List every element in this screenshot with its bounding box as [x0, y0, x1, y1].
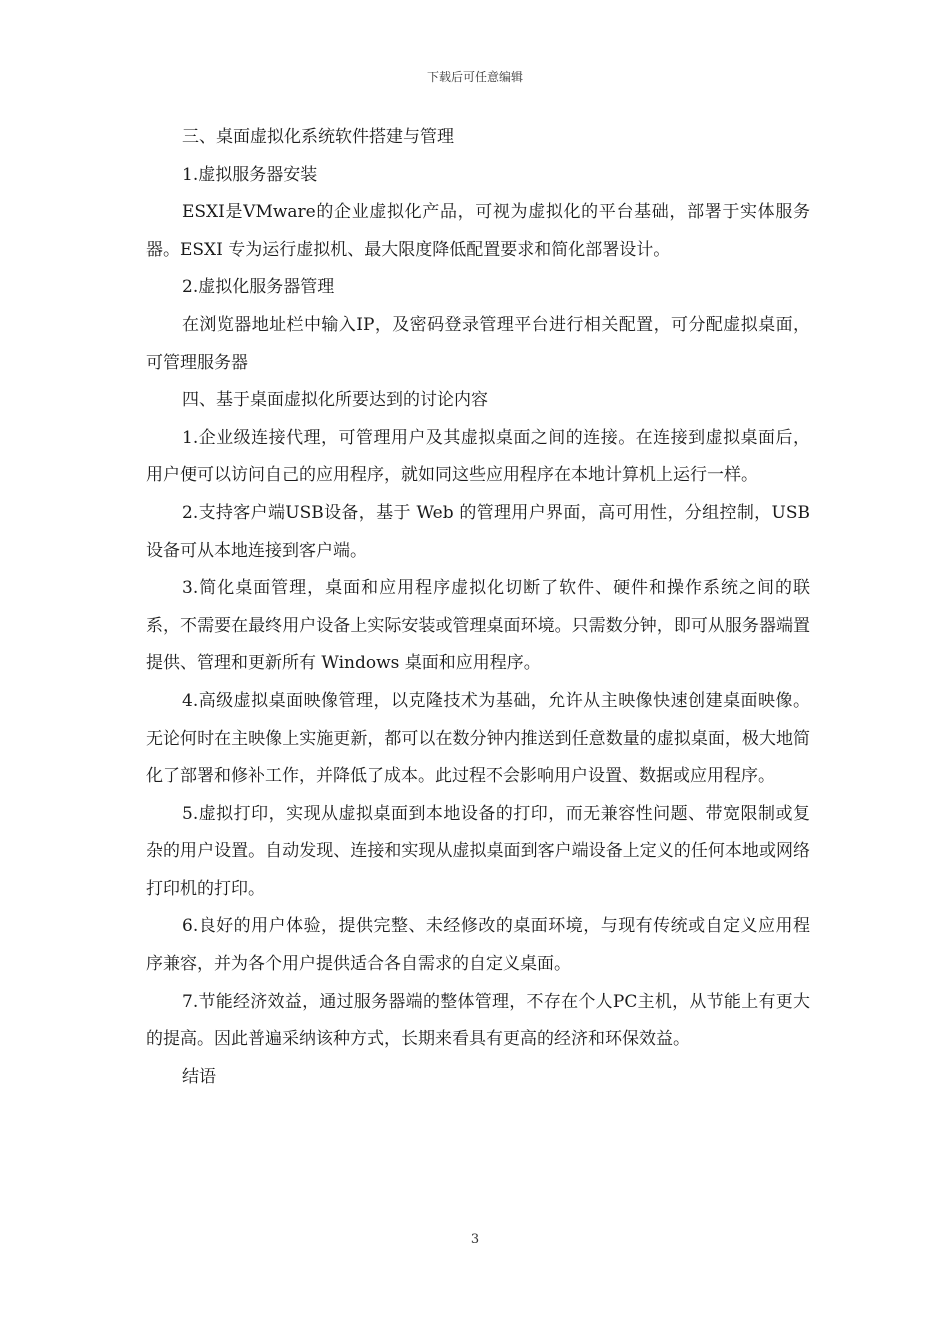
- paragraph-item-4: 4.高级虚拟桌面映像管理，以克隆技术为基础，允许从主映像快速创建桌面映像。无论何时在主映像上实施更新，都可以在数分钟内推送到任意数量的虚拟桌面，极大地简化了部署和修补工作，并降低了成本。此过程不会影响用户设置、数据或应用程序。: [146, 690, 810, 787]
- subheading-server-install: 1.虚拟服务器安装: [182, 164, 318, 185]
- section-heading-3: 三、桌面虚拟化系统软件搭建与管理: [182, 127, 454, 147]
- paragraph-esxi: ESXI是VMware的企业虚拟化产品，可视为虚拟化的平台基础，部署于实体服务器。ESXI 专为运行虚拟机、最大限度降低配置要求和简化部署设计。: [146, 202, 810, 260]
- paragraph-browser-config: 在浏览器地址栏中输入IP，及密码登录管理平台进行相关配置，可分配虚拟桌面，可管理服务器: [146, 314, 810, 373]
- section-heading-4: 四、基于桌面虚拟化所要达到的讨论内容: [182, 390, 488, 411]
- paragraph-item-6: 6.良好的用户体验，提供完整、未经修改的桌面环境，与现有传统或自定义应用程序兼容，并为各个用户提供适合各自需求的自定义桌面。: [146, 916, 810, 975]
- paragraph-item-1: 1.企业级连接代理，可管理用户及其虚拟桌面之间的连接。在连接到虚拟桌面后，用户便可以访问自己的应用程序，就如同这些应用程序在本地计算机上运行一样。: [146, 427, 810, 486]
- page-number: 3: [470, 1232, 480, 1247]
- paragraph-item-7: 7.节能经济效益，通过服务器端的整体管理，不存在个人PC主机，从节能上有更大的提高。因此普遍采纳该种方式，长期来看具有更高的经济和环保效益。: [146, 991, 810, 1050]
- subheading-server-management: 2.虚拟化服务器管理: [182, 277, 335, 298]
- section-heading-conclusion: 结语: [182, 1066, 216, 1087]
- document-body: [146, 119, 810, 1096]
- paragraph-item-3: 3.简化桌面管理，桌面和应用程序虚拟化切断了软件、硬件和操作系统之间的联系，不需要在最终用户设备上实际安装或管理桌面环境。只需数分钟，即可从服务器端置提供、管理和更新所有 Windows 桌面和应用程序。: [146, 578, 810, 674]
- paragraph-item-5: 5.虚拟打印，实现从虚拟桌面到本地设备的打印，而无兼容性问题、带宽限制或复杂的用户设置。自动发现、连接和实现从虚拟桌面到客户端设备上定义的任何本地或网络打印机的打印。: [146, 803, 810, 899]
- paragraph-item-2: 2.支持客户端USB设备，基于 Web 的管理用户界面，高可用性，分组控制，USB 设备可从本地连接到客户端。: [146, 502, 810, 561]
- page-header: 下载后可任意编辑: [426, 70, 523, 84]
